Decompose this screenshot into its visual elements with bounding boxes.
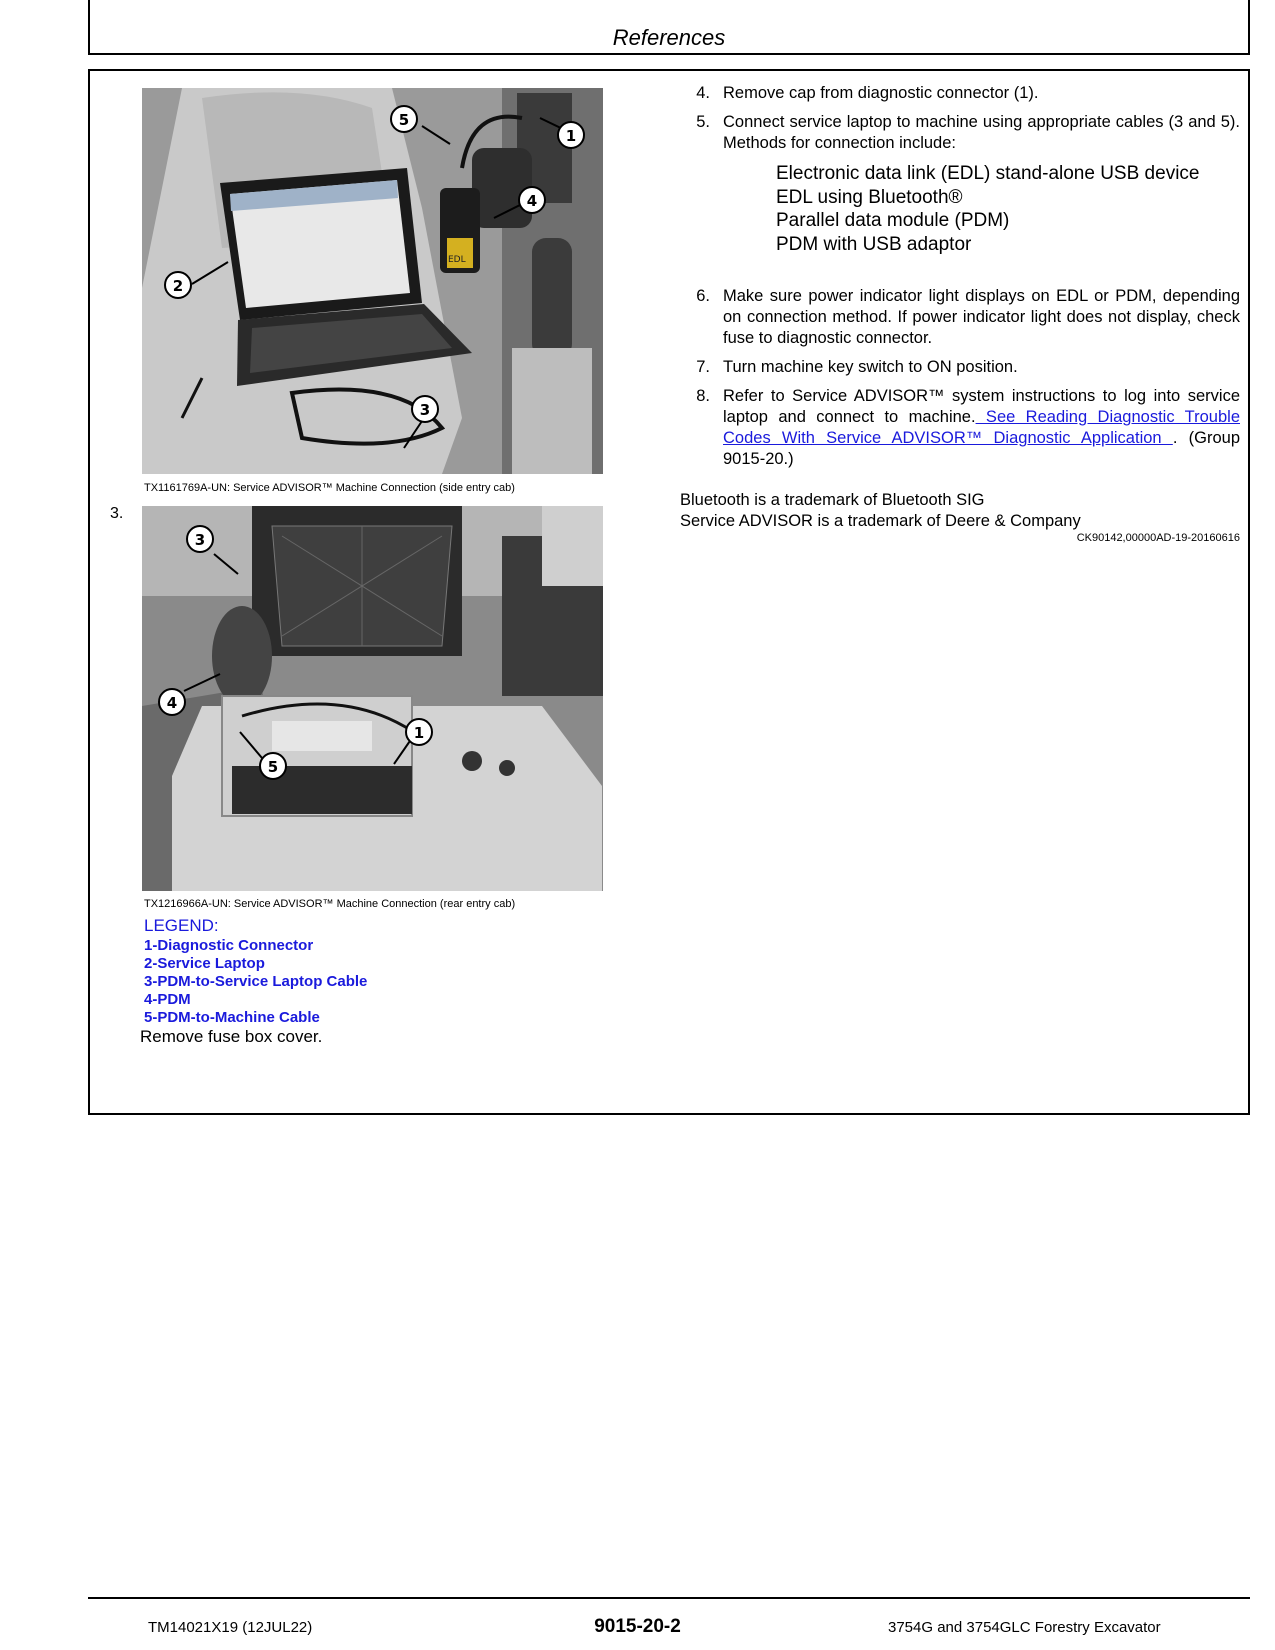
photo-caption-rear-entry: TX1216966A-UN: Service ADVISOR™ Machine Connection (rear entry cab) bbox=[144, 898, 516, 910]
step-text: Turn machine key switch to ON position. bbox=[723, 358, 1018, 376]
callout-3: 3 bbox=[419, 401, 431, 419]
callout-5-rear: 5 bbox=[267, 758, 279, 776]
step-number: 8. bbox=[696, 387, 710, 405]
section-title: References bbox=[612, 25, 726, 50]
callout-1: 1 bbox=[565, 127, 577, 145]
step-8-group-ref: . (Group 9015-20.) bbox=[723, 429, 1240, 468]
step-text bbox=[723, 386, 1240, 470]
manual-id: TM14021X19 (12JUL22) bbox=[148, 1619, 313, 1636]
callout-2: 2 bbox=[172, 277, 184, 295]
procedure-steps bbox=[680, 83, 1240, 544]
step-5 bbox=[680, 112, 1240, 154]
step-number: 4. bbox=[696, 84, 710, 102]
photo-side-entry-cab bbox=[142, 88, 603, 474]
step-number: 6. bbox=[696, 287, 710, 305]
trademark-service-advisor: Service ADVISOR is a trademark of Deere & Company bbox=[680, 512, 1081, 530]
connection-method: PDM with USB adaptor bbox=[776, 233, 972, 255]
reading-dtc-link[interactable]: See Reading Diagnostic Trouble Codes With Service ADVISOR™ Diagnostic Application bbox=[723, 408, 1240, 447]
photo-rear-entry-cab bbox=[142, 506, 603, 891]
legend-item: 3-PDM-to-Service Laptop Cable bbox=[144, 973, 368, 990]
step-7 bbox=[680, 357, 1240, 378]
step-3-text: Remove fuse box cover. bbox=[140, 1027, 323, 1046]
legend-item: 2-Service Laptop bbox=[144, 955, 265, 972]
step-8 bbox=[680, 386, 1240, 470]
page-number: 9015-20-2 bbox=[594, 1616, 681, 1637]
step-text: Make sure power indicator light displays on EDL or PDM, depending on connection method. If power indicator light does not display, check fuse to diagnostic connector. bbox=[723, 287, 1240, 347]
step-number: 7. bbox=[696, 358, 710, 376]
step-4 bbox=[680, 83, 1240, 104]
photo-caption-side-entry: TX1161769A-UN: Service ADVISOR™ Machine Connection (side entry cab) bbox=[144, 482, 515, 494]
legend-item: 5-PDM-to-Machine Cable bbox=[144, 1009, 320, 1026]
step-number-3: 3. bbox=[110, 505, 124, 522]
connection-method: EDL using Bluetooth® bbox=[776, 186, 963, 208]
connection-methods-list bbox=[776, 162, 1240, 256]
header-box bbox=[88, 0, 1250, 55]
photo-rear-entry-illustration bbox=[142, 506, 603, 891]
legend-title: LEGEND: bbox=[144, 916, 219, 935]
callout-4-rear: 4 bbox=[166, 694, 178, 712]
legend-item: 4-PDM bbox=[144, 991, 191, 1008]
footer-rule bbox=[88, 1597, 1250, 1599]
step-number: 5. bbox=[696, 113, 710, 131]
callout-3-rear: 3 bbox=[194, 531, 206, 549]
step-6 bbox=[680, 286, 1240, 349]
callout-4: 4 bbox=[526, 192, 538, 210]
product-name: 3754G and 3754GLC Forestry Excavator bbox=[888, 1619, 1161, 1636]
legend-item: 1-Diagnostic Connector bbox=[144, 937, 314, 954]
photo-side-entry-illustration bbox=[142, 88, 603, 474]
callout-1-rear: 1 bbox=[413, 724, 425, 742]
trademark-bluetooth: Bluetooth is a trademark of Bluetooth SIG bbox=[680, 491, 985, 509]
step-text: Remove cap from diagnostic connector (1). bbox=[723, 84, 1039, 102]
content-box bbox=[88, 69, 1250, 1115]
step-8-text: Refer to Service ADVISOR™ system instructions to log into service laptop and connect to machine. bbox=[723, 387, 1240, 426]
callout-5: 5 bbox=[398, 111, 410, 129]
connection-method: Parallel data module (PDM) bbox=[776, 210, 1010, 231]
step-text: Connect service laptop to machine using appropriate cables (3 and 5). Methods for connection include: bbox=[723, 113, 1240, 152]
document-id: CK90142,00000AD-19-20160616 bbox=[1076, 532, 1240, 544]
connection-method: Electronic data link (EDL) stand-alone USB device bbox=[776, 163, 1200, 184]
edl-device-label: EDL bbox=[448, 255, 466, 265]
